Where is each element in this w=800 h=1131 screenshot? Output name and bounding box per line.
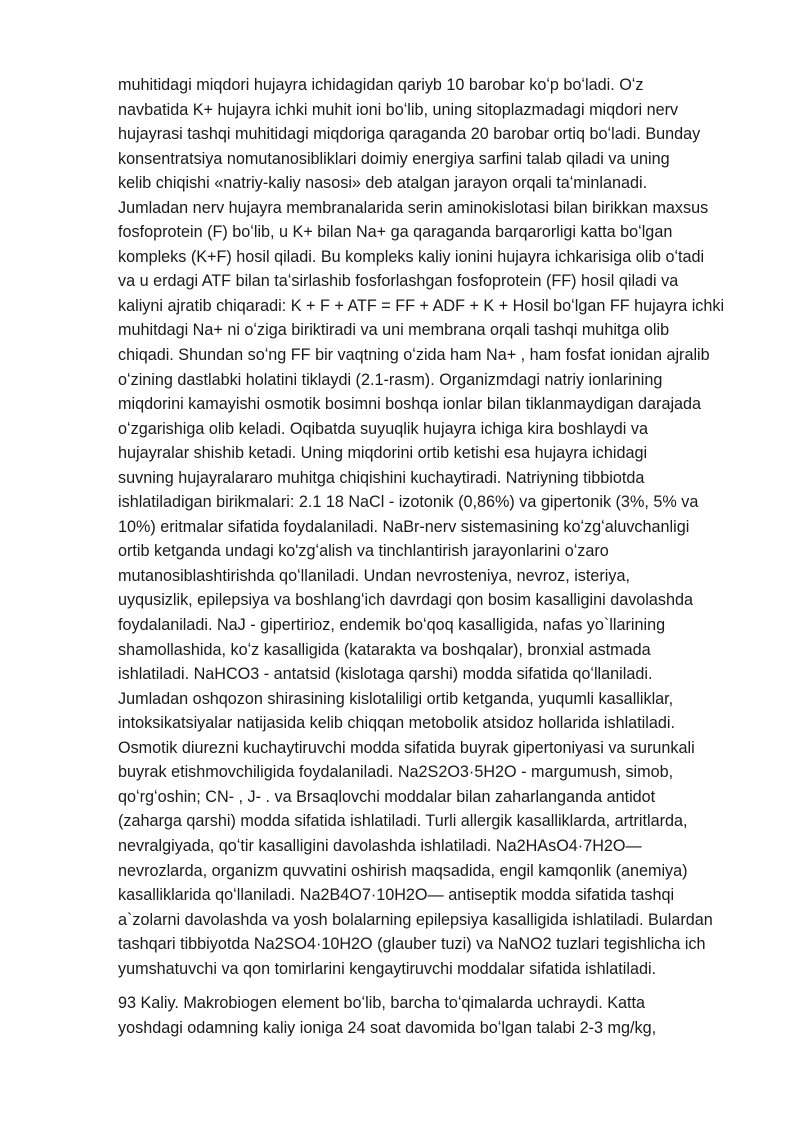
text-line: hujayralar shishib ketadi. Uning miqdorini ortib ketishi esa hujayra ichidagi <box>118 444 648 463</box>
text-line: muhitdagi Na+ ni oʻziga biriktiradi va uni membrana orqali tashqi muhitga olib <box>118 321 670 340</box>
text-line: yumshatuvchi va qon tomirlarini kengaytiruvchi moddalar sifatida ishlatiladi. <box>118 959 657 978</box>
text-line: shamollashida, koʻz kasalligida (katarakta va boshqalar), bronxial astmada <box>118 640 651 659</box>
text-line: tashqari tibbiyotda Na2SO4·10H2O (glauber tuzi) va NaNO2 tuzlari tegishlicha ich <box>118 935 706 954</box>
text-line: miqdorini kamayishi osmotik bosimni boshqa ionlar bilan tiklanmaydigan darajada <box>118 395 702 414</box>
text-line: ishlatiladigan birikmalari: 2.1 18 NaCl - izotonik (0,86%) va gipertonik (3%, 5% va <box>118 493 699 512</box>
text-line: uyqusizlik, epilepsiya va boshlangʻich davrdagi qon bosim kasalligini davolashda <box>118 591 693 610</box>
text-line: Jumladan nerv hujayra membranalarida serin aminokislotasi bilan birikkan maxsus <box>118 198 709 217</box>
text-line: yoshdagi odamning kaliy ioniga 24 soat davomida boʻlgan talabi 2-3 mg/kg, <box>118 1018 657 1037</box>
text-line: nevrozlarda, organizm quvvatini oshirish maqsadida, engil kamqonlik (anemiya) <box>118 861 688 880</box>
text-line: Osmotik diurezni kuchaytiruvchi modda sifatida buyrak gipertoniyasi va surunkali <box>118 738 695 757</box>
text-line: va u erdagi ATF bilan taʻsirlashib fosforlashgan fosfoprotein (FF) hosil qiladi va <box>118 272 679 291</box>
text-line: Jumladan oshqozon shirasining kislotaliligi ortib ketganda, yuqumli kasalliklar, <box>118 689 674 708</box>
text-line: konsentratsiya nomutanosibliklari doimiy energiya sarfini talab qiladi va uning <box>118 149 670 168</box>
text-line: kaliyni ajratib chiqaradi: K + F + ATF = FF + ADF + K + Hosil boʻlgan FF hujayra ichki <box>118 296 725 315</box>
paragraph <box>118 73 725 981</box>
text-line: nevralgiyada, qoʻtir kasalligini davolashda ishlatiladi. Na2HAsO4·7H2O— <box>118 836 642 855</box>
paragraph-gap <box>118 981 692 991</box>
text-line: hujayrasi tashqi muhitidagi miqdoriga qaraganda 20 barobar ortiq boʻladi. Bunday <box>118 125 701 144</box>
text-line: suvning hujayralararo muhitga chiqishini kuchaytiradi. Natriyning tibbiotda <box>118 468 645 487</box>
text-line: kompleks (K+F) hosil qiladi. Bu kompleks kaliy ionini hujayra ichkarisiga olib oʻtadi <box>118 247 705 266</box>
text-line: foydalaniladi. NaJ - gipertirioz, endemik boʻqoq kasalligida, nafas yo`llarining <box>118 616 666 635</box>
text-line: chiqadi. Shundan soʻng FF bir vaqtning oʻzida ham Na+ , ham fosfat ionidan ajralib <box>118 346 710 365</box>
text-line: muhitidagi miqdori hujayra ichidagidan qariyb 10 barobar koʻp boʻladi. Oʻz <box>118 76 644 94</box>
text-line: oʻzining dastlabki holatini tiklaydi (2.1-rasm). Organizmdagi natriy ionlarining <box>118 370 663 389</box>
text-line: intoksikatsiyalar natijasida kelib chiqqan metobolik atsidoz hollarida ishlatiladi. <box>118 714 675 733</box>
text-line: navbatida K+ hujayra ichki muhit ioni boʻlib, uning sitoplazmadagi miqdori nerv <box>118 100 679 119</box>
text-line: (zaharga qarshi) modda sifatida ishlatiladi. Turli allergik kasalliklarda, artritlarda, <box>118 812 688 831</box>
text-line: 93 Kaliy. Makrobiogen element boʻlib, barcha toʻqimalarda uchraydi. Katta <box>118 994 645 1013</box>
text-line: qoʻrgʻoshin; CN- , J- . va Brsaqlovchi moddalar bilan zaharlanganda antidot <box>118 787 656 806</box>
text-line: kasalliklarida qoʻllaniladi. Na2B4O7·10H2O— antiseptik modda sifatida tashqi <box>118 886 675 905</box>
text-line: fosfoprotein (F) boʻlib, u K+ bilan Na+ ga qaraganda barqarorligi katta boʻlgan <box>118 223 673 242</box>
text-line: ishlatiladi. NaHCO3 - antatsid (kislotaga qarshi) modda sifatida qoʻllaniladi. <box>118 665 653 684</box>
text-line: buyrak etishmovchiligida foydalaniladi. Na2S2O3·5H2O - margumush, simob, <box>118 763 674 782</box>
text-line: a`zolarni davolashda va yosh bolalarning epilepsiya kasalligida ishlatiladi. Bulardan <box>118 910 713 929</box>
body-text <box>118 73 725 1040</box>
text-line: mutanosiblashtirishda qoʻllaniladi. Undan nevrosteniya, nevroz, isteriya, <box>118 566 630 585</box>
paragraph <box>118 991 692 1040</box>
text-line: 10%) eritmalar sifatida foydalaniladi. NaBr-nerv sistemasining koʻzgʻaluvchanligi <box>118 517 690 536</box>
text-line: kelib chiqishi «natriy-kaliy nasosi» deb atalgan jarayon orqali taʻminlanadi. <box>118 174 648 193</box>
text-line: oʻzgarishiga olib keladi. Oqibatda suyuqlik hujayra ichiga kira boshlaydi va <box>118 419 648 438</box>
text-line: ortib ketganda undagi ko'zgʻalish va tinchlantirish jarayonlarini oʻzaro <box>118 542 609 561</box>
